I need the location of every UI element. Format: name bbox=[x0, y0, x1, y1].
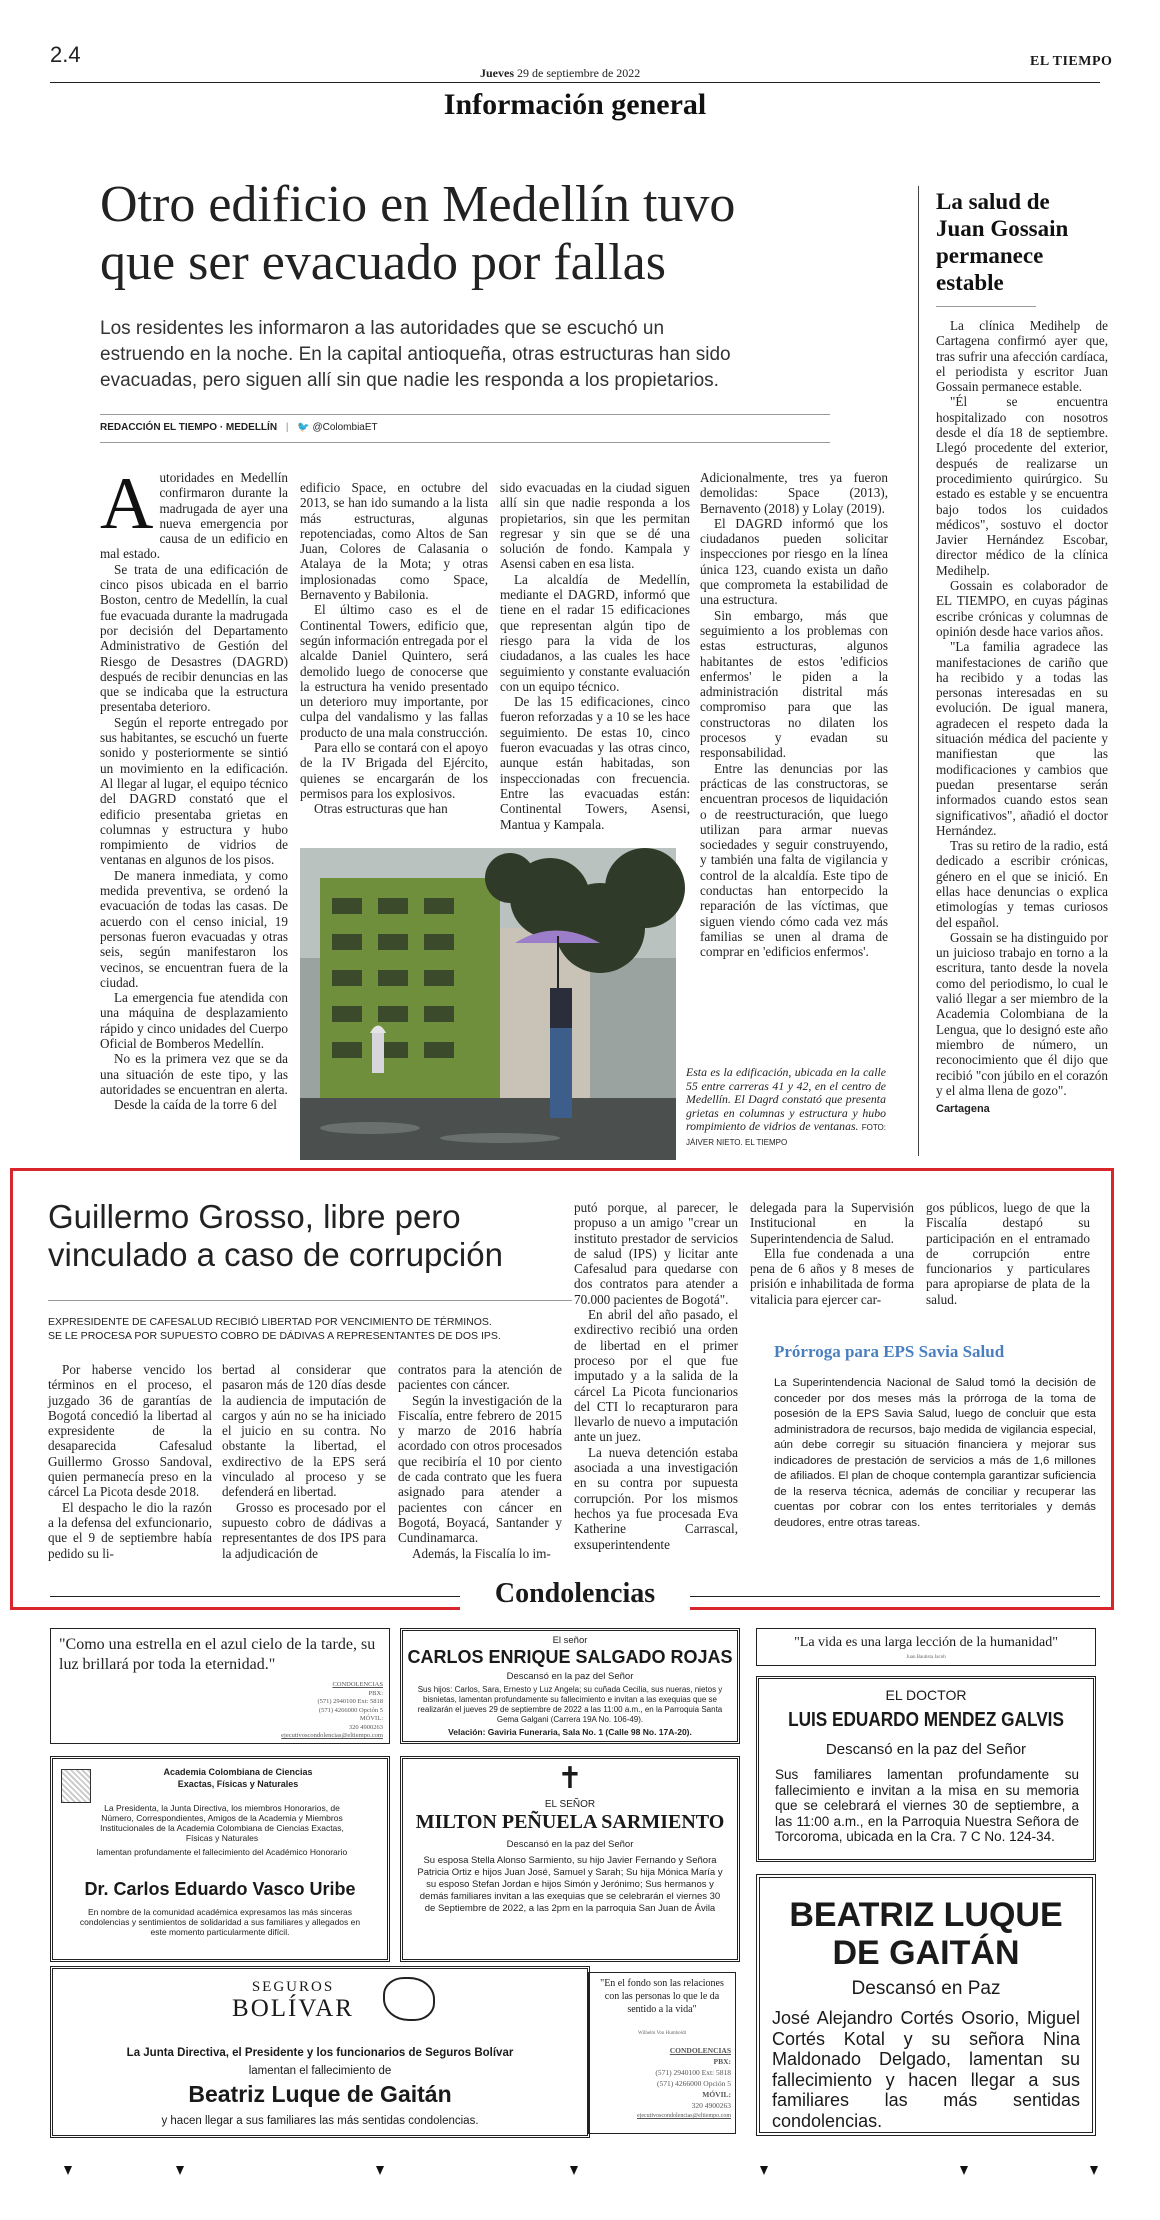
building-photo-image bbox=[300, 848, 676, 1160]
ad1-c4: (571) 4266000 Opción 5 bbox=[318, 1706, 383, 1714]
ad-bolivar-text2: lamentan el fallecimiento de bbox=[248, 2065, 392, 2077]
sidebar-p5: Tras su retiro de la radio, está dedicado a escribir crónicas, género en el que se inició. En ellas hace denuncias o explica etimologías y temas curiosos del español. bbox=[936, 838, 1108, 930]
photo-caption-text: Esta es la edificación, ubicada en la calle 55 entre carreras 41 y 42, en el centro de Medellín. El Dagrd constató que presenta grietas en columnas y estructura y hubo rompimiento de vidrios de ventanas. bbox=[686, 1065, 886, 1133]
ad-mendez-pre: EL DOCTOR bbox=[885, 1687, 967, 1703]
ad1-c1: CONDOLENCIAS bbox=[332, 1681, 383, 1688]
bolivar-logo-icon bbox=[383, 1977, 435, 2021]
crop-mark bbox=[64, 2166, 72, 2175]
masthead: EL TIEMPO bbox=[1030, 54, 1113, 69]
ad1-c3: (571) 2940100 Ext: 5818 bbox=[317, 1698, 383, 1705]
ad-humboldt-author: Wilhelm Von Humboldt bbox=[638, 2031, 686, 2036]
grosso-col3-p2: Según la investigación de la Fiscalía, entre febrero de 2015 y marzo de 2016 habría acordado con otros procesados que recibiría el 10 por ciento de cada contrato que les fuera asignado para atender a pacientes con cáncer en Bogotá, Boyacá, Santander y Cundinamarca. bbox=[398, 1392, 562, 1546]
main-col1-p6: No es la primera vez que se da una situación de este tipo, y las autoridades se encuentran en alerta. bbox=[100, 1051, 288, 1097]
grosso-col2-p2: Grosso es procesado por el supuesto cobro de dádivas a representantes de dos IPS para la adjudicación de bbox=[222, 1499, 386, 1561]
ad-salgado-text: Sus hijos: Carlos, Sara, Ernesto y Luz Angela; su cuñada Cecilia, sus nueras, nietos y bisnietas, lamentan profundamente su fallecimiento e invitan a las exequias que se realizarán el jueves 29 de septiembre de 2022 a las 11:00 a.m., en la Parroquia Santa Gema Galgani (Carrera 19A No. 106-49). bbox=[417, 1685, 723, 1724]
date-day: Jueves bbox=[480, 66, 514, 80]
main-col4-p3: Sin embargo, más que seguimiento a los problemas con estas estructuras, algunos habitantes de estos 'edificios enfermos' le piden a la administración distrital más compromiso para que las constructoras no dilaten los procesos y evadan su responsabilidad. bbox=[700, 607, 888, 761]
condolencias-rule-right bbox=[690, 1596, 1100, 1597]
ad9-c7: ejecutivoscondolencias@eltiempo.com bbox=[637, 2113, 731, 2119]
main-col1-p3: Según el reporte entregado por sus habitantes, se escuchó un fuerte sonido y posteriormente se sintió un movimiento en la edificación. Al llegar al lugar, el equipo técnico del DAGRD constató que el edificio presentaba grietas en columnas y estructura y hubo rompimiento de vidrios de ventanas en algunos de los pisos. bbox=[100, 714, 288, 868]
ad-penuela-pre: EL SEÑOR bbox=[544, 1799, 596, 1810]
crop-mark bbox=[960, 2166, 968, 2175]
sidebar-dateline: Cartagena bbox=[936, 1103, 990, 1116]
byline-rule-bottom bbox=[100, 442, 830, 443]
ad-luque-sub: Descansó en Paz bbox=[851, 1978, 1001, 1999]
sidebar-headline-line1: La salud de bbox=[936, 189, 1050, 214]
main-col1-p4: De manera inmediata, y como medida preventiva, se ordenó la evacuación de todas las casas. De acuerdo con el censo inicial, 19 personas fueron evacuadas y otras seis, según manifestaron los vecinos, se encuentran fuera de la ciudad. bbox=[100, 867, 288, 990]
ad9-c3: (571) 2940100 Ext: 5818 bbox=[655, 2068, 731, 2077]
ad-salgado-velacion: Velación: Gaviria Funeraria, Sala No. 1 (Calle 98 No. 17A-20). bbox=[448, 1727, 692, 1737]
section-title: Información general bbox=[443, 88, 707, 121]
photo-credit: FOTO: JÁIVER NIETO. EL TIEMPO bbox=[686, 1123, 886, 1147]
ad-academia bbox=[50, 1756, 390, 1962]
ad-humboldt-quote: "En el fondo son las relaciones con las personas lo que le da sentido a la vida" bbox=[600, 1978, 724, 2015]
ad1-c5: MÓVIL: bbox=[359, 1715, 383, 1722]
academia-logo-icon bbox=[61, 1769, 91, 1803]
ad-mendez-text: Sus familiares lamentan profundamente su fallecimiento e invitan a la misa en su memoria que se celebrará el viernes 30 de septiembre, a las 11:00 a.m., en la Parroquia Nuestra Señora de Torcoroma, ubicada en la Cra. 7 C No. 124-34. bbox=[775, 1767, 1079, 1844]
ad-mendez-sub: Descansó en la paz del Señor bbox=[825, 1741, 1027, 1758]
savia-box-title: Prórroga para EPS Savia Salud bbox=[774, 1342, 1005, 1361]
ad-estrella-quote: "Como una estrella en el azul cielo de la tarde, su luz brillará por toda la eternidad." bbox=[59, 1636, 376, 1673]
ad-humboldt-contact bbox=[593, 2045, 731, 2122]
main-col1-p1: utoridades en Medellín confirmaron durante la madrugada de ayer una nueva emergencia por causa de un edificio en mal estado. bbox=[100, 470, 288, 562]
ad-bolivar-brand2: BOLÍVAR bbox=[232, 1995, 354, 2022]
main-deck-line2: estruendo en la noche. En la capital antioqueña, otras estructuras han sido bbox=[100, 344, 731, 365]
ad1-c6: 320 4900263 bbox=[348, 1723, 383, 1731]
main-col2-p3: Para ello se contará con el apoyo de la IV Brigada del Ejército, quienes se encargarán de los permisos para los explosivos. bbox=[300, 740, 488, 801]
main-col4-p4: Entre las denuncias por las prácticas de las constructoras, se encuentran procesos de liquidación o de reestructuración, que luego utilizan para armar nuevas sociedades y seguir construyendo, y también una falta de vigilancia y control de la alcaldía. Este tipo de conductas han entorpecido la reparación de las víctimas, que siguen viendo cómo cada vez más familias se unen al drama de comprar en 'edificios enfermos'. bbox=[700, 760, 888, 960]
ad-luque-text: José Alejandro Cortés Osorio, Miguel Cortés Kotal y su señora Nina Maldonado Delgado, lamentan su fallecimiento y hacen llegar a sus familiares las más sentidas condolencias. bbox=[772, 2008, 1080, 2131]
ad-academia-org1: Academia Colombiana de Ciencias bbox=[163, 1767, 313, 1777]
main-col-3 bbox=[500, 480, 690, 832]
dropcap: A bbox=[100, 463, 154, 545]
cross-icon: ✝ bbox=[557, 1761, 583, 1796]
grosso-headline bbox=[48, 1198, 503, 1274]
ad9-c4: (571) 4266000 Opción 5 bbox=[657, 2079, 731, 2088]
sidebar-headline-line3: permanece bbox=[936, 243, 1044, 268]
grosso-col2-p1: bertad al considerar que pasaron más de 120 días desde la audiencia de imputación de cargos y aún no se ha iniciado el juicio en su contra. No obstante la libertad, el exdirectivo de la EPS será vinculado al proceso y se defenderá en libertad. bbox=[222, 1362, 386, 1500]
crop-mark bbox=[176, 2166, 184, 2175]
ad-penuela-sub: Descansó en la paz del Señor bbox=[506, 1839, 634, 1850]
ad-bolivar bbox=[50, 1966, 590, 2138]
grosso-col-1 bbox=[48, 1362, 212, 1562]
ad-mendez-name: LUIS EDUARDO MENDEZ GALVIS bbox=[788, 1709, 1064, 1731]
header-rule bbox=[50, 82, 1100, 83]
main-col3-p2: La alcaldía de Medellín, mediante el DAGRD, informó que tiene en el radar 15 edificaciones que representan algún tipo de riesgo para la vida de los ciudadanos, a las cuales les hace seguimiento y constante evaluación con un equipo técnico. bbox=[500, 571, 690, 694]
sidebar-divider bbox=[918, 186, 919, 1156]
main-col1-p2: Se trata de una edificación de cinco pisos ubicada en el barrio Boston, centro de Medellín, la cual fue evacuada durante la madrugada por decisión del Departamento Administrativo de Gestión del Riesgo de Desastres (DAGRD) después de recibir denuncias en las que se indicaba que la estructura presentaba deterioro. bbox=[100, 561, 288, 715]
main-deck-line1: Los residentes les informaron a las autoridades que se escuchó un bbox=[100, 318, 665, 339]
ad-academia-name: Dr. Carlos Eduardo Vasco Uribe bbox=[84, 1879, 356, 1899]
ad1-c7: ejecutivoscondolencias@eltiempo.com bbox=[281, 1732, 383, 1739]
grosso-col1-p2: El despacho le dio la razón a la defensa del exfuncionario, que el 9 de septiembre había pedido su li- bbox=[48, 1499, 212, 1561]
sidebar-p6: Gossain se ha distinguido por un juicioso trabajo en torno a la escritura, tanto desde la novela como del periodismo, lo cual le valió llegar a ser miembro de la Academia Colombiana de la Lengua, que lo designó este año miembro de número, un reconocimiento que él dijo que recibió "con júbilo en el corazón y el alma llena de gozo". bbox=[936, 929, 1108, 1098]
ad-salgado bbox=[400, 1628, 740, 1744]
savia-box-text: La Superintendencia Nacional de Salud tomó la decisión de conceder por dos meses más la prórroga de la toma de posesión de la EPS Savia Salud, luego de concluir que esta administradora de recursos, bajo medida de vigilancia especial, aún debe corregir su situación financiera y mejorar sus indicadores de prestación de servicios a más de 1,6 millones de afiliados. El plan de choque contempla garantizar suficiencia de la reserva técnica, además de conciliar y recuperar las cuentas por cobrar con los entes territoriales y demás deudores, entre otras tareas. bbox=[774, 1377, 1096, 1529]
photo-caption bbox=[686, 1066, 886, 1162]
main-col1-p5: La emergencia fue atendida con una máquina de desplazamiento rápido y cinco unidades del Cuerpo Oficial de Bomberos Medellín. bbox=[100, 990, 288, 1051]
ad-bolivar-name: Beatriz Luque de Gaitán bbox=[188, 2081, 452, 2107]
grosso-col1-p1: Por haberse vencido los términos en el proceso, el juzgado 36 de garantías de Bogotá concedió la libertad al expresidente de la desaparecida Cafesalud Guillermo Grosso Sandoval, quien permanecía preso en la cárcel La Picota desde 2018. bbox=[48, 1362, 212, 1500]
crop-mark bbox=[376, 2166, 384, 2175]
ad-luque bbox=[756, 1874, 1096, 2136]
main-col2-p1: edificio Space, en octubre del 2013, se han ido sumando a la lista más estructuras, algunas repotenciadas, como Altos de San Juan, Colores de Calasania o Atalaya de la Mota; y otras implosionadas como Space, Bernavento y Babilonia. bbox=[300, 480, 488, 603]
grosso-col-2 bbox=[222, 1362, 386, 1562]
ad-salgado-pre: El señor bbox=[552, 1635, 588, 1646]
ad-penuela-name: MILTON PEÑUELA SARMIENTO bbox=[415, 1811, 725, 1833]
grosso-col-5 bbox=[750, 1200, 914, 1324]
grosso-col4-p3: La nueva detención estaba asociada a una investigación en su contra por supuesta corrupción. Por los mismos hechos ya fue procesada Eva Katherine Carrascal, exsuperintendente bbox=[574, 1444, 738, 1552]
twitter-icon: 🐦 bbox=[297, 422, 310, 433]
grosso-col4-p1: putó porque, al parecer, le propuso a un amigo "crear un instituto prestador de servicios de salud (IPS) y licitar ante Cafesalud para quedarse con dos contratos para atender a 70.000 pacientes de Bogotá". bbox=[574, 1200, 738, 1307]
main-col4-p1: Adicionalmente, tres ya fueron demolidas: Space (2013), Bernavento (2018) y Lolay (2019). bbox=[700, 470, 888, 516]
main-deck bbox=[100, 316, 731, 394]
grosso-col3-p1: contratos para la atención de pacientes con cáncer. bbox=[398, 1362, 562, 1393]
ad-academia-text2: lamentan profundamente el fallecimiento del Académico Honorario bbox=[96, 1847, 348, 1857]
ad-luque-name1: BEATRIZ LUQUE bbox=[789, 1896, 1063, 1934]
main-headline bbox=[100, 176, 735, 292]
grosso-headline-line1: Guillermo Grosso, libre pero bbox=[48, 1198, 461, 1235]
byline-author: REDACCIÓN EL TIEMPO · MEDELLÍN bbox=[100, 422, 278, 433]
crop-mark bbox=[570, 2166, 578, 2175]
ad-bolivar-text3: y hacen llegar a sus familiares las más sentidas condolencias. bbox=[161, 2115, 479, 2127]
grosso-col-3 bbox=[398, 1362, 562, 1580]
twitter-handle: @ColombiaET bbox=[312, 422, 378, 433]
date-line bbox=[480, 66, 640, 81]
byline: REDACCIÓN EL TIEMPO · MEDELLÍN | 🐦 @ColombiaET bbox=[100, 422, 378, 433]
ad9-c5: MÓVIL: bbox=[702, 2090, 731, 2099]
page-number: 2.4 bbox=[50, 42, 81, 67]
grosso-col5-p2: Ella fue condenada a una pena de 6 años y 8 meses de prisión e inhabilitada de forma vitalicia para ejercer car- bbox=[750, 1245, 914, 1307]
grosso-col-4 bbox=[574, 1200, 738, 1584]
sidebar-headline-line4: estable bbox=[936, 270, 1004, 295]
main-col-2 bbox=[300, 480, 488, 820]
grosso-col5-p1: delegada para la Supervisión Institucional en la Superintendencia de Salud. bbox=[750, 1200, 914, 1246]
main-col-1 bbox=[100, 463, 288, 1160]
main-col2-p2: El último caso es el de Continental Towers, edificio que, según información entregada por el alcalde Daniel Quintero, será demolido luego de conocerse que la estructura ha venido presentado un deterioro muy importante, por culpa del vandalismo y las fallas producto de una mala construcción. bbox=[300, 602, 488, 740]
ad-academia-text3: En nombre de la comunidad académica expresamos las más sinceras condolencias y sentimientos de solidaridad a sus familiares y allegados en este momento particularmente difícil. bbox=[79, 1907, 361, 1937]
ad-humboldt bbox=[588, 1972, 736, 2134]
main-col3-p1: sido evacuadas en la ciudad siguen allí sin que nadie responda a los propietarios, sin que les permitan regresar y sin que se dé una solución de fondo. Kampala y Asensi caben en esa lista. bbox=[500, 480, 690, 572]
condolencias-rule-left bbox=[50, 1596, 460, 1597]
main-headline-line1: Otro edificio en Medellín tuvo bbox=[100, 176, 736, 233]
grosso-col6-p1: gos públicos, luego de que la Fiscalía destapó su participación en el entramado de corrupción entre funcionarios y particulares para apropiarse de plata de la salud. bbox=[926, 1200, 1090, 1307]
ad-estrella bbox=[50, 1628, 390, 1744]
grosso-deck bbox=[48, 1315, 501, 1343]
grosso-headline-line2: vinculado a caso de corrupción bbox=[48, 1236, 503, 1273]
main-col4-p2: El DAGRD informó que los ciudadanos pueden solicitar inspecciones por riesgo en la línea única 123, cuando exista un daño que comprometa la estabilidad de una estructura. bbox=[700, 515, 888, 608]
ad9-c2: PBX: bbox=[713, 2057, 731, 2066]
ad-leccion-quote: "La vida es una larga lección de la humanidad" bbox=[794, 1635, 1058, 1650]
ad-academia-org2: Exactas, Físicas y Naturales bbox=[177, 1779, 299, 1789]
grosso-deck-line1: EXPRESIDENTE DE CAFESALUD RECIBIÓ LIBERTAD POR VENCIMIENTO DE TÉRMINOS. bbox=[48, 1316, 492, 1328]
ad-bolivar-text: La Junta Directiva, el Presidente y los funcionarios de Seguros Bolívar bbox=[126, 2047, 514, 2059]
sidebar-headline-line2: Juan Gossain bbox=[936, 216, 1069, 241]
byline-rule bbox=[100, 414, 830, 415]
ad9-c1: CONDOLENCIAS bbox=[669, 2046, 731, 2055]
main-headline-line2: que ser evacuado por fallas bbox=[100, 234, 666, 291]
sidebar-headline bbox=[936, 188, 1106, 296]
condolencias-title: Condolencias bbox=[460, 1578, 690, 1610]
main-deck-line3: evacuadas, pero siguen allí sin que nadie les responda a los propietarios. bbox=[100, 370, 719, 391]
grosso-col4-p2: En abril del año pasado, el exdirectivo recibió una orden de libertad en el primer proceso por el que fue imputado y a la salida de la cárcel La Picota funcionarios del CTI lo recapturaron para llevarlo de nuevo a imputación ante un juez. bbox=[574, 1307, 738, 1445]
sidebar-p4: "La familia agradece las manifestaciones de cariño que ha recibido y a todas las personas interesadas en su evolución. De igual manera, agradecen el respeto dada la situación médica del paciente y manifiestan que las modificaciones y cambios que puedan presentarse serán informados cuando estos sean significativos", añadió el doctor Hernández. bbox=[936, 639, 1108, 838]
ad-academia-text: La Presidenta, la Junta Directiva, los miembros Honorarios, de Número, Correspondientes, Amigos de la Academia y Miembros Institucionales de la Academia Colombiana de Ciencias Exactas, Físicas y Naturales bbox=[100, 1803, 344, 1843]
ad-mendez bbox=[756, 1676, 1096, 1862]
main-col2-p4: Otras estructuras que han bbox=[314, 801, 448, 817]
grosso-deck-line2: SE LE PROCESA POR SUPUESTO COBRO DE DÁDIVAS A REPRESENTANTES DE DOS IPS. bbox=[48, 1330, 501, 1342]
main-col-4 bbox=[700, 470, 888, 1010]
sidebar-p3: Gossain es colaborador de EL TIEMPO, en cuyas páginas escribe crónicas y columnas de opinión desde hace varios años. bbox=[936, 578, 1108, 639]
date-rest: 29 de septiembre de 2022 bbox=[517, 66, 641, 80]
ad-leccion-author: Juan Bautista Jacob bbox=[906, 1655, 946, 1660]
main-col3-p3: De las 15 edificaciones, cinco fueron reforzadas y a 10 se les hace seguimiento. De estas 10, cinco fueron evacuadas y las otras cinco, aunque están habitadas, son inspeccionadas con frecuencia. Entre las evacuadas están: Continental Towers, Asensi, Mantua y Kampala. bbox=[500, 694, 690, 832]
ad-salgado-name: CARLOS ENRIQUE SALGADO ROJAS bbox=[407, 1647, 733, 1667]
ad-penuela-text: Su esposa Stella Alonso Sarmiento, su hijo Javier Fernando y Señora Patricia Ortiz e hijos Juan José, Samuel y Sarah; Su hija Mónica María y su esposo Stefan Jordan e hijos Simón y Jerónimo; Sus hermanos y demás familiares invitan a las exequias que se celebrarán el viernes 30 de Septiembre de 2022, a las 2pm en la parroquia San Juan de Ávila bbox=[417, 1855, 723, 1914]
sidebar-body bbox=[936, 318, 1108, 1158]
main-col1-p7: Desde la caída de la torre 6 del bbox=[114, 1097, 277, 1113]
ad9-c6: 320 4900263 bbox=[691, 2101, 731, 2110]
crop-mark bbox=[760, 2166, 768, 2175]
ad-leccion bbox=[756, 1628, 1096, 1666]
grosso-col3-p3: Además, la Fiscalía lo im- bbox=[412, 1545, 551, 1561]
ad-salgado-sub: Descansó en la paz del Señor bbox=[506, 1671, 634, 1682]
ad-luque-name2: DE GAITÁN bbox=[832, 1934, 1020, 1972]
sidebar-p1: La clínica Medihelp de Cartagena confirmó ayer que, tras sufrir una afección cardíaca, el periodista y escritor Juan Gossain permanece estable. bbox=[936, 318, 1108, 395]
ad1-c2: PBX: bbox=[368, 1689, 383, 1697]
crop-mark bbox=[1090, 2166, 1098, 2175]
building-photo bbox=[300, 848, 676, 1160]
ad-bolivar-brand1: SEGUROS bbox=[251, 1979, 335, 1995]
sidebar-p2: "Él se encuentra hospitalizado con nosotros desde el día 18 de septiembre. Llegó procedente del exterior, después de realizarse un procedimiento quirúrgico. Su estado es estable y se encuentra bajo todos los cuidados médicos", sostuvo el doctor Javier Hernández Escobar, director médico de la clínica Medihelp. bbox=[936, 394, 1108, 578]
ad-estrella-contact bbox=[271, 1681, 383, 1741]
grosso-col-6 bbox=[926, 1200, 1090, 1324]
grosso-deck-rule bbox=[48, 1300, 572, 1301]
sidebar-rule bbox=[936, 306, 1036, 307]
ad-penuela bbox=[400, 1756, 740, 1962]
